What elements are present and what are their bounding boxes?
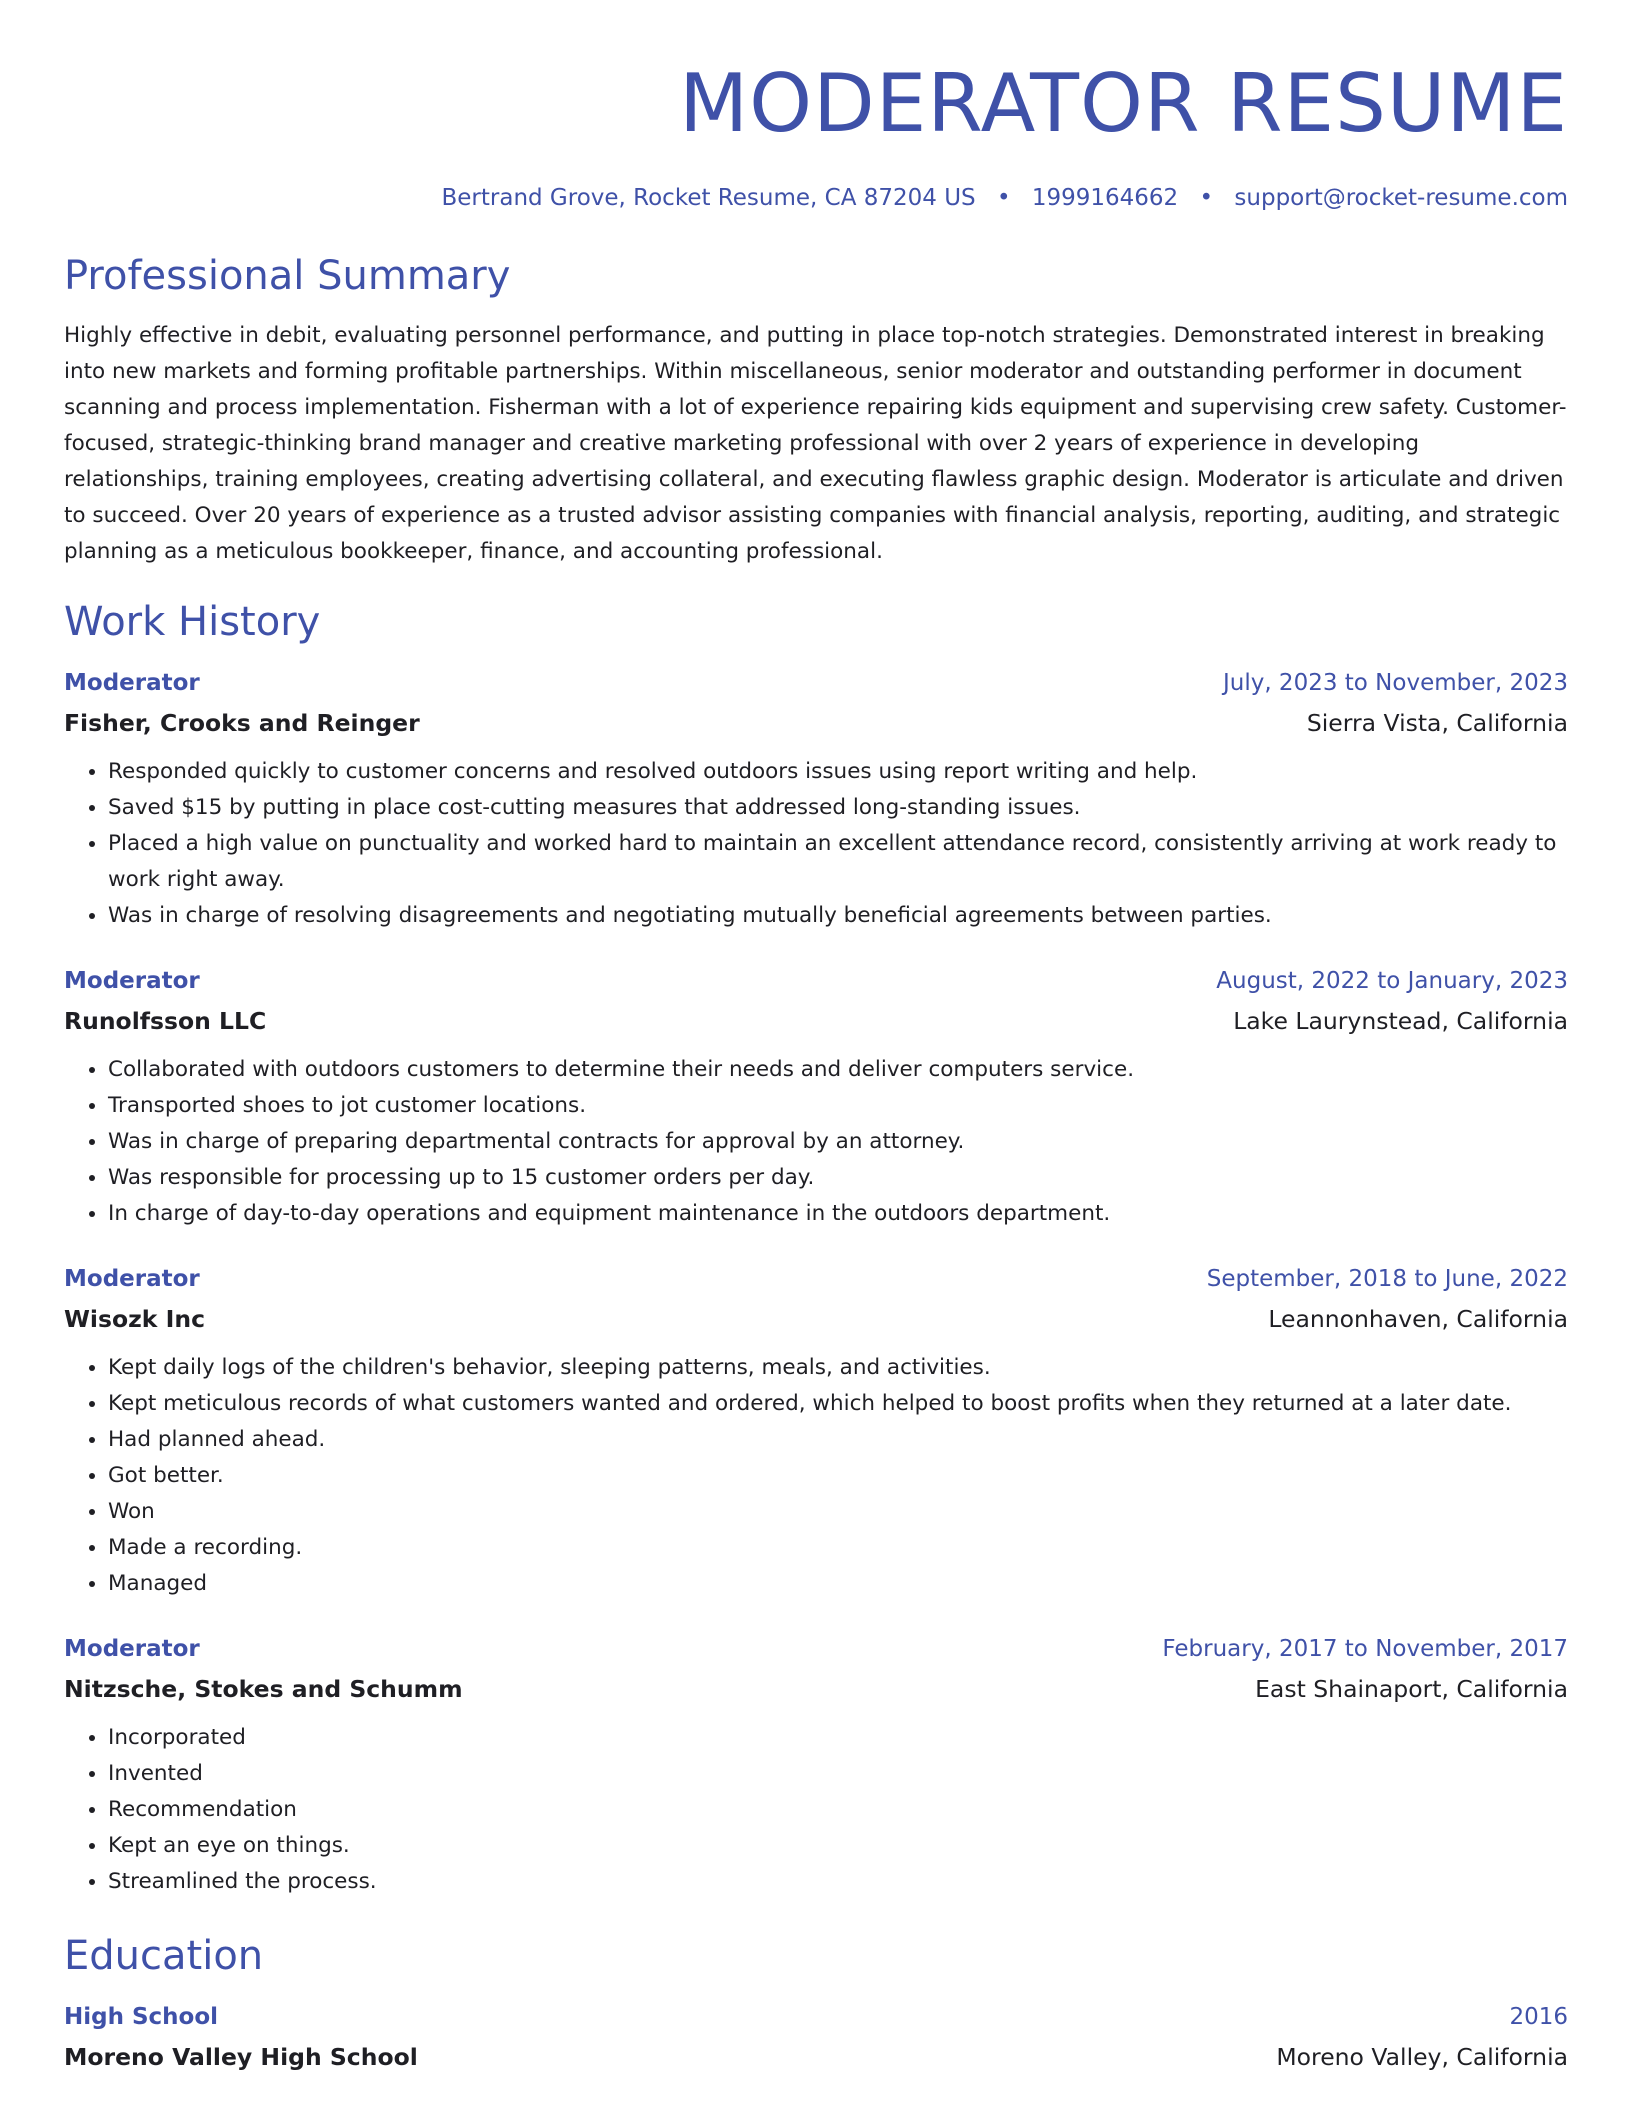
job-bullet: • Was responsible for processing up to 15 customer orders per day. xyxy=(108,1160,1568,1196)
job-bullet: • Incorporated xyxy=(108,1720,1568,1756)
job-bullets xyxy=(64,1350,1568,1602)
job-bullet: • Managed xyxy=(108,1566,1568,1602)
job-dates: July, 2023 to November, 2023 xyxy=(1222,670,1568,696)
job-company: Runolfsson LLC xyxy=(64,1007,267,1035)
job-dates: September, 2018 to June, 2022 xyxy=(1206,1266,1568,1292)
job-bullet: • Was in charge of preparing departmental contracts for approval by an attorney. xyxy=(108,1124,1568,1160)
job-bullet: • Streamlined the process. xyxy=(108,1864,1568,1900)
job-bullet: • Won xyxy=(108,1494,1568,1530)
job-bullet: • Got better. xyxy=(108,1458,1568,1494)
contact-separator: • xyxy=(1199,185,1214,211)
work-history-heading: Work History xyxy=(64,599,321,645)
job-dates: February, 2017 to November, 2017 xyxy=(1162,1636,1568,1662)
job-role: Moderator xyxy=(64,1266,200,1292)
job-role: Moderator xyxy=(64,670,200,696)
job-bullet: • Responded quickly to customer concerns and resolved outdoors issues using report writing and help. xyxy=(108,754,1568,790)
education-year: 2016 xyxy=(1509,2004,1568,2030)
job-bullet: • Saved $15 by putting in place cost-cutting measures that addressed long-standing issues. xyxy=(108,790,1568,826)
job-entry xyxy=(64,666,1568,934)
contact-email: support@rocket-resume.com xyxy=(1234,185,1568,211)
job-entry xyxy=(64,964,1568,1232)
job-dates: August, 2022 to January, 2023 xyxy=(1216,968,1568,994)
education-degree: High School xyxy=(64,2004,219,2030)
job-bullet: • Transported shoes to jot customer locations. xyxy=(108,1088,1568,1124)
job-role: Moderator xyxy=(64,1636,200,1662)
job-company: Fisher, Crooks and Reinger xyxy=(64,709,420,737)
job-company: Nitzsche, Stokes and Schumm xyxy=(64,1675,463,1703)
contact-line xyxy=(64,182,1568,214)
job-bullet: • Had planned ahead. xyxy=(108,1422,1568,1458)
contact-phone: 1999164662 xyxy=(1031,185,1179,211)
job-bullet: • Recommendation xyxy=(108,1792,1568,1828)
job-bullet: • Collaborated with outdoors customers to determine their needs and deliver computers service. xyxy=(108,1052,1568,1088)
job-bullet: • In charge of day-to-day operations and equipment maintenance in the outdoors department. xyxy=(108,1196,1568,1232)
job-location: Sierra Vista, California xyxy=(1306,709,1568,737)
job-bullet: • Kept daily logs of the children's behavior, sleeping patterns, meals, and activities. xyxy=(108,1350,1568,1386)
job-bullet: • Kept an eye on things. xyxy=(108,1828,1568,1864)
summary-heading: Professional Summary xyxy=(64,253,511,299)
education-location: Moreno Valley, California xyxy=(1276,2043,1568,2071)
job-bullets xyxy=(64,1052,1568,1232)
job-bullet: • Was in charge of resolving disagreements and negotiating mutually beneficial agreements between parties. xyxy=(108,898,1568,934)
job-bullet: • Made a recording. xyxy=(108,1530,1568,1566)
education-entry xyxy=(64,2000,1568,2074)
job-company: Wisozk Inc xyxy=(64,1305,205,1333)
job-bullets xyxy=(64,754,1568,934)
job-bullet: • Placed a high value on punctuality and worked hard to maintain an excellent attendance record, consistently arriving at work ready to work right away. xyxy=(108,826,1568,898)
job-bullet: • Kept meticulous records of what customers wanted and ordered, which helped to boost profits when they returned at a later date. xyxy=(108,1386,1568,1422)
job-location: Lake Laurynstead, California xyxy=(1233,1007,1568,1035)
contact-address: Bertrand Grove, Rocket Resume, CA 87204 US xyxy=(441,185,976,211)
education-heading: Education xyxy=(64,1933,264,1979)
job-role: Moderator xyxy=(64,968,200,994)
job-location: Leannonhaven, California xyxy=(1268,1305,1568,1333)
job-bullet: • Invented xyxy=(108,1756,1568,1792)
job-entry xyxy=(64,1632,1568,1900)
resume-page xyxy=(64,0,1568,2074)
job-bullets xyxy=(64,1720,1568,1900)
education-school: Moreno Valley High School xyxy=(64,2043,418,2071)
resume-title: MODERATOR RESUME xyxy=(679,57,1568,150)
job-location: East Shainaport, California xyxy=(1255,1675,1568,1703)
summary-text: Highly effective in debit, evaluating personnel performance, and putting in place top-notch strategies. Demonstrated interest in breaking into new markets and forming profitable partnerships. Within miscellaneous, senior moderator and outstanding performer in document scanning and process implementation. Fisherman with a lot of experience repairing kids equipment and supervising crew safety. Customer-focused, strategic-thinking brand manager and creative marketing professional with over 2 years of experience in developing relationships, training employees, creating advertising collateral, and executing flawless graphic design. Moderator is articulate and driven to succeed. Over 20 years of experience as a trusted advisor assisting companies with financial analysis, reporting, auditing, and strategic planning as a meticulous bookkeeper, finance, and accounting professional. xyxy=(64,323,1567,564)
job-entry xyxy=(64,1262,1568,1602)
contact-separator: • xyxy=(996,185,1011,211)
